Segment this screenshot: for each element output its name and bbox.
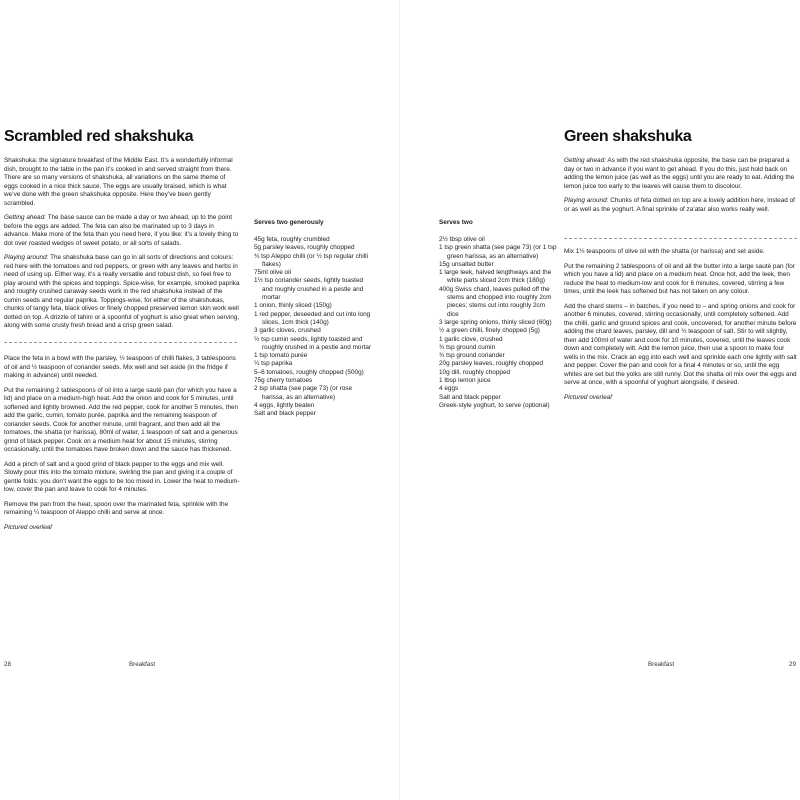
ingredient: 1 red pepper, deseeded and cut into long slices, 1cm thick (140g) xyxy=(254,310,371,326)
ingredient: 2 tsp shatta (see page 73) (or rose harissa, as an alternative) xyxy=(254,385,353,401)
ingredient: 15g unsalted butter xyxy=(439,260,494,268)
right-getting-ahead: Getting ahead: As with the red shakshuka opposite, the base can be prepared a day or two in advance if you want to get ahead. If you do this, just hold back on adding the lemon juice (as well as the eggs) until you are ready to eat. Adding the lemon juice too early to the leaves will cause them to discolour. xyxy=(564,157,795,190)
ingredient: 1 tsp tomato purée xyxy=(254,352,308,360)
left-getting-ahead-label: Getting ahead: xyxy=(4,214,46,221)
ingredient: Salt and black pepper xyxy=(254,410,316,418)
left-section-name: Breakfast xyxy=(129,661,156,668)
left-intro-block xyxy=(4,157,240,331)
ingredient: 1 onion, thinly sliced (150g) xyxy=(254,302,332,310)
ingredient: 1½ tsp coriander seeds, lightly toasted and roughly crushed in a pestle and mortar xyxy=(254,277,364,302)
ingredient: 4 eggs xyxy=(439,385,459,393)
ingredient: ¼ tsp paprika xyxy=(254,360,293,368)
ingredient: 4 eggs, lightly beaten xyxy=(254,401,315,409)
right-recipe-title: Green shakshuka xyxy=(564,128,692,145)
left-method xyxy=(4,355,240,532)
ingredient: 75g cherry tomatoes xyxy=(254,377,313,385)
right-page xyxy=(400,0,800,800)
right-page-number: 29 xyxy=(789,661,796,668)
right-method-step: Put the remaining 2 tablespoons of oil and all the butter into a large sauté pan (for which you have a lid) and place on a medium heat. Once hot, add the leek, then reduce the heat to medium-low and cook for 6 minutes, covered, stirring a few times, until the leek has softened but has not taken on any colour. xyxy=(564,262,795,295)
ingredient: 5g parsley leaves, roughly chopped xyxy=(254,244,355,252)
left-ingredients-list xyxy=(254,236,374,419)
ingredient: 3 garlic cloves, crushed xyxy=(254,327,321,335)
ingredient: 20g parsley leaves, roughly chopped xyxy=(439,360,544,368)
ingredient: 1 tbsp lemon juice xyxy=(439,377,491,385)
ingredient: 45g feta, roughly crumbled xyxy=(254,236,330,243)
ingredient: 75ml olive oil xyxy=(254,269,291,277)
ingredient: ¾ tsp Aleppo chilli (or ½ tsp regular chilli flakes) xyxy=(254,252,369,268)
right-section-name: Breakfast xyxy=(648,661,675,668)
left-playing-around: Playing around: The shakshuka base can go in all sorts of directions and colours: red here with the tomatoes and red peppers, or green with any leaves and herbs in need of using up. Either way, it’s a really versatile and robust dish, so feel free to play around with the spices and toppings. Spice-wise, for example, smoked paprika and roughly crushed caraway seeds work in the red shakshuka instead of the cumin seeds and regular paprika. Toppings-wise, for either of the shakshukas, chunks of tangy feta, black olives or finely chopped preserved lemon skin work well dotted on top. A drizzle of tahini or a spoonful of yoghurt is also great when serving, along with some crusty fresh bread and a crisp green salad. xyxy=(4,254,240,329)
ingredient: ½ a green chilli, finely chopped (5g) xyxy=(439,327,540,335)
right-ingredients-list xyxy=(439,236,557,410)
right-serves: Serves two xyxy=(439,219,473,226)
ingredient: 2½ tbsp olive oil xyxy=(439,236,485,243)
ingredient: 1 garlic clove, crushed xyxy=(439,335,503,343)
left-method-step: Add a pinch of salt and a good grind of black pepper to the eggs and mix well. Slowly pour this into the tomato mixture, swirling the pan and giving it a couple of gentle folds: you don’t want the eggs to be too mixed in. Lower the heat to medium-low, cover the pan and leave to cook for 4 minutes. xyxy=(4,460,240,493)
left-pictured-note: Pictured overleaf xyxy=(4,523,52,531)
left-serves: Serves two generously xyxy=(254,219,324,226)
right-divider xyxy=(564,238,797,239)
right-pictured-note: Pictured overleaf xyxy=(564,393,612,401)
ingredient: 5–6 tomatoes, roughly chopped (500g) xyxy=(254,368,364,376)
ingredient: ¾ tsp ground cumin xyxy=(439,343,496,351)
ingredient: Greek-style yoghurt, to serve (optional) xyxy=(439,401,550,409)
ingredient: 1 tsp green shatta (see page 73) (or 1 tsp green harissa, as an alternative) xyxy=(439,244,557,260)
right-method-step: Add the chard stems – in batches, if you need to – and spring onions and cook for another 6 minutes, covered, stirring occasionally, until completely softened. Add the chilli, garlic and ground spices and cook, uncovered, for another minute before adding the chard leaves, parsley, dill and ¾ teaspoon of salt. Stir to wilt slightly, then add 100ml of water and cook for 10 minutes, covered, until the leaves cook down and completely wilt. Add the lemon juice, then use a spoon to make four wells in the mix. Crack an egg into each well and sprinkle each one lightly with salt and pepper. Cover the pan and cook for a final 4 minutes or so, until the egg whites are set but the yolks are still runny. Dot the shatta oil mix over the eggs and serve at once, with a spoonful of yoghurt alongside, if desired. xyxy=(564,302,797,386)
ingredient: 10g dill, roughly chopped xyxy=(439,368,511,376)
ingredient: 1 large leek, halved lengthways and the white parts sliced 2cm thick (180g) xyxy=(439,269,552,285)
left-method-step: Remove the pan from the heat, spoon over the marinated feta, sprinkle with the remaining ¼ teaspoon of Aleppo chilli and serve at once. xyxy=(4,500,229,516)
right-playing-around: Playing around: Chunks of feta dotted on top are a lovely addition here, instead of or as well as the yoghurt. A final sprinkle of za’atar also works really well. xyxy=(564,197,795,213)
ingredient: ½ tsp cumin seeds, lightly toasted and roughly crushed in a pestle and mortar xyxy=(254,335,372,351)
right-playing-around-label: Playing around: xyxy=(564,197,609,204)
right-intro-block xyxy=(564,157,799,214)
ingredient: 400g Swiss chard, leaves pulled off the stems and chopped into roughly 2cm pieces; stems cut into roughly 2cm dice xyxy=(439,285,552,318)
left-divider xyxy=(4,342,237,343)
right-method-step: Mix 1½ teaspoons of olive oil with the shatta (or harissa) and set aside. xyxy=(564,248,765,255)
left-page-number: 28 xyxy=(4,661,11,668)
ingredient: Salt and black pepper xyxy=(439,393,501,401)
left-getting-ahead: Getting ahead: The base sauce can be made a day or two ahead, up to the point before the eggs are added. The feta can also be marinated up to 3 days in advance. Make more of the feta than you need here, if you like: it’s a lovely thing to dot over roasted wedges of sweet potato, or all sorts of salads. xyxy=(4,214,239,247)
right-method xyxy=(564,248,799,402)
ingredient: 3 large spring onions, thinly sliced (60g) xyxy=(439,318,552,326)
right-getting-ahead-label: Getting ahead: xyxy=(564,157,606,164)
left-playing-around-label: Playing around: xyxy=(4,254,49,261)
left-method-step: Put the remaining 2 tablespoons of oil into a large sauté pan (for which you have a lid) and place on a medium-high heat. Add the onion and cook for 5 minutes, until softened and lightly browned. Add the red pepper, cook for another 5 minutes, then add the garlic, cumin, tomato purée, paprika and the remaining teaspoon of coriander seeds. Cook for another minute, until fragrant, and then add all the tomatoes, the shatta (or harissa), 80ml of water, 1 teaspoon of salt and a generous grind of black pepper. Cook on a medium heat for about 15 minutes, stirring occasionally, until the tomatoes have broken down and the sauce has thickened. xyxy=(4,386,239,453)
ingredient: ¾ tsp ground coriander xyxy=(439,352,505,360)
left-recipe-title: Scrambled red shakshuka xyxy=(4,128,194,145)
left-method-step: Place the feta in a bowl with the parsley, ½ teaspoon of chilli flakes, 3 tablespoons of oil and ½ teaspoon of coriander seeds. Mix well and set aside (in the fridge if making in advance) until needed. xyxy=(4,355,236,379)
left-intro: Shakshuka: the signature breakfast of the Middle East. It’s a wonderfully informal dish, brought to the table in the pan it’s cooked in and served straight from there. There are so many versions of shakshuka, all variations on the same theme of eggs cooked in a nice thick sauce. The eggs are usually braised, which is what we’ve done with the green shakshuka opposite. Here they’ve been gently scrambled. xyxy=(4,157,233,207)
